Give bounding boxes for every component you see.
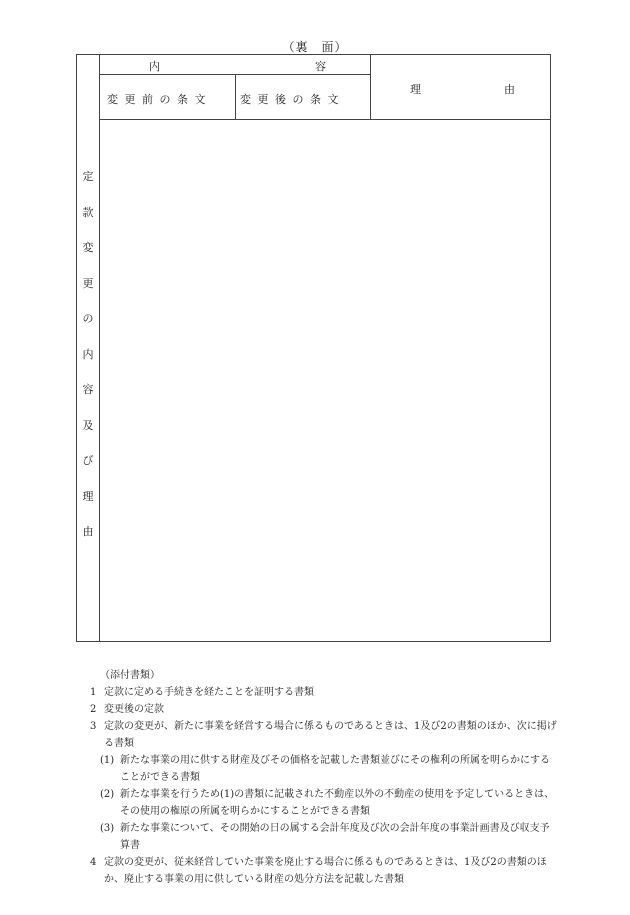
- attachment-item: [88, 701, 558, 718]
- subitem-number: (1): [100, 755, 115, 766]
- subitem-text: 新たな事業について、その開始の日の属する会計年度及び次の会計年度の事業計画書及び収支予算書: [120, 823, 550, 851]
- content-header-part1: 内: [149, 60, 160, 73]
- amendment-form-table: [76, 54, 551, 642]
- item-text: 定款の変更が、従来経営していた事業を廃止する場合に係るものであるときは、1及び2の書類のほか、廃止する事業の用に供している財産の処分方法を記載した書類: [104, 857, 547, 885]
- after-article-header: 変更後の条文: [240, 93, 345, 106]
- attachment-item: [88, 854, 558, 888]
- side-label-char: 理: [82, 489, 94, 503]
- subitem-text: 新たな事業の用に供する財産及びその価格を記載した書類並びにその権利の所属を明らかにすることができる書類: [120, 755, 550, 783]
- attachment-subitem: [88, 752, 558, 786]
- item-number: 4: [90, 857, 97, 868]
- header-divider: [100, 119, 551, 120]
- item-number: 3: [90, 721, 97, 732]
- before-article-header: 変更前の条文: [107, 93, 212, 106]
- subheader-divider: [100, 74, 370, 75]
- reason-header-part1: 理: [410, 83, 421, 96]
- content-header-part2: 容: [315, 60, 326, 73]
- attachments-title: （添付書類）: [100, 670, 160, 681]
- side-divider: [99, 55, 100, 641]
- reason-divider: [370, 55, 371, 119]
- side-label-char: の: [82, 312, 94, 325]
- side-label-char: 定: [82, 170, 94, 183]
- side-label-char: 更: [82, 276, 94, 290]
- side-label-char: び: [82, 454, 94, 467]
- item-text: 変更後の定款: [104, 704, 164, 715]
- item-text: 定款の変更が、新たに事業を経営する場合に係るものであるときは、1及び2の書類のほか、次に掲げる書類: [104, 721, 557, 749]
- item-number: 2: [90, 704, 97, 715]
- subitem-number: (3): [100, 823, 115, 834]
- side-label: [77, 159, 99, 550]
- attachment-item: [88, 718, 558, 752]
- subitem-number: (2): [100, 789, 115, 800]
- attachments-section: [88, 667, 558, 888]
- side-label-char: 款: [82, 205, 94, 219]
- attachment-subitem: [88, 820, 558, 854]
- side-label-char: 変: [82, 241, 94, 254]
- subitem-text: 新たな事業を行うため(1)の書類に記載された不動産以外の不動産の使用を予定しているときは、その使用の権原の所属を明らかにすることができる書類: [120, 789, 555, 817]
- attachment-item: [88, 684, 558, 701]
- side-label-char: 及: [82, 418, 94, 432]
- side-label-char: 由: [82, 525, 94, 538]
- side-label-char: 内: [82, 347, 94, 361]
- page-title: （裏 面）: [282, 40, 348, 54]
- content-divider: [235, 74, 236, 119]
- item-number: 1: [90, 687, 97, 698]
- reason-header-part2: 由: [504, 83, 515, 96]
- attachment-subitem: [88, 786, 558, 820]
- side-label-char: 容: [82, 383, 94, 396]
- item-text: 定款に定める手続きを経たことを証明する書類: [104, 687, 314, 698]
